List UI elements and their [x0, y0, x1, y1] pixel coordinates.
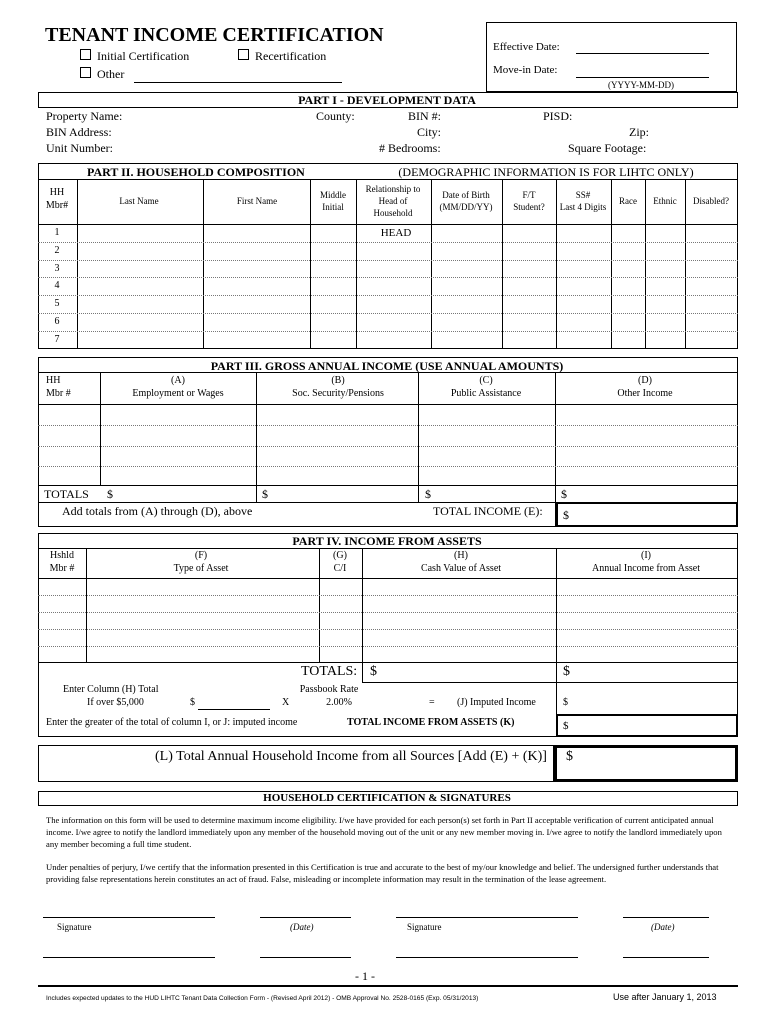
square-footage-label: Square Footage: [568, 141, 647, 155]
part2-title: PART II. HOUSEHOLD COMPOSITION [87, 165, 305, 179]
col-middle: Middle [320, 190, 346, 200]
part1-right-rule [737, 92, 738, 107]
col-ss: SS# [575, 190, 591, 200]
col-disabled: Disabled? [693, 196, 729, 206]
imputed-income-field[interactable]: $ [563, 697, 568, 708]
p2-vline-1 [77, 179, 78, 349]
city-label: City: [417, 125, 442, 139]
p3-col-c: (C) [479, 375, 493, 386]
date-label-1: (Date) [290, 922, 314, 932]
part3-title-rule [38, 372, 738, 373]
date-line-3[interactable] [260, 957, 351, 958]
col-head-of: Head of [378, 196, 408, 206]
p4-col-i: (I) [641, 550, 651, 561]
table-row: 7 [54, 334, 60, 345]
col-first-name: First Name [236, 196, 278, 206]
col-date-of-birth: Date of Birth [442, 190, 490, 200]
total-income-e-field[interactable] [556, 502, 738, 527]
head-label: HEAD [380, 227, 412, 239]
initial-certification-option[interactable] [80, 49, 189, 64]
col-mbr: Mbr# [45, 200, 69, 211]
part1-title: PART I - DEVELOPMENT DATA [298, 93, 476, 107]
date-format-hint: (YYYY-MM-DD) [608, 80, 674, 90]
total-b-field[interactable]: $ [262, 487, 268, 501]
demographic-note: (DEMOGRAPHIC INFORMATION IS FOR LIHTC ONLY) [398, 165, 694, 179]
table-row: 5 [54, 298, 60, 309]
p3-vline-1 [100, 372, 101, 485]
p3-header-rule [38, 404, 738, 405]
part3-title: PART III. GROSS ANNUAL INCOME (USE ANNUAL AMOUNTS) [210, 359, 564, 373]
other-label: Other [97, 67, 125, 81]
p3-col-d: (D) [638, 375, 652, 386]
part4-title: PART IV. INCOME FROM ASSETS [292, 534, 482, 548]
total-d-field[interactable]: $ [561, 487, 567, 501]
p4-col-mbr: Mbr # [49, 563, 75, 574]
col-student: Student? [513, 202, 545, 212]
property-name-label: Property Name: [46, 109, 123, 123]
move-in-date-label: Move-in Date: [493, 64, 558, 76]
county-label: County: [316, 109, 355, 123]
p4-row-rule-2 [38, 612, 738, 613]
p2-row-rule-1 [38, 242, 738, 243]
p3-vline-2 [256, 372, 257, 502]
p4-data-bottom-rule [38, 662, 738, 663]
p3-row-rule-2 [38, 446, 738, 447]
totals-label: TOTALS [44, 487, 89, 501]
bin-address-label: BIN Address: [46, 125, 112, 139]
effective-date-input[interactable] [576, 53, 709, 54]
col-hh: HH [49, 187, 65, 198]
recertification-option[interactable] [238, 49, 326, 64]
signature-line-2[interactable] [396, 917, 578, 918]
p4-col-f-label: Type of Asset [173, 563, 229, 574]
total-h-field[interactable]: $ [370, 664, 377, 679]
bedrooms-label: # Bedrooms: [379, 141, 441, 155]
enter-greater-label: Enter the greater of the total of column I, or J: imputed income [46, 717, 298, 728]
p2-vline-2 [203, 179, 204, 349]
total-assets-k-label: TOTAL INCOME FROM ASSETS (K) [347, 717, 515, 728]
p3-col-b: (B) [331, 375, 345, 386]
enter-column-h-label: Enter Column (H) Total [63, 684, 159, 695]
column-h-total-field[interactable]: $ [190, 697, 195, 708]
footer-rule [38, 985, 738, 987]
date-line-1[interactable] [260, 917, 351, 918]
p3-col-b-label: Soc. Security/Pensions [292, 388, 384, 399]
assets-totals-label: TOTALS: [301, 664, 358, 679]
part4-title-rule [38, 548, 738, 549]
certification-title: HOUSEHOLD CERTIFICATION & SIGNATURES [263, 792, 511, 804]
p2-row-rule-3 [38, 277, 738, 278]
p3-col-hh: HH [46, 375, 61, 386]
form-title: TENANT INCOME CERTIFICATION [45, 24, 384, 46]
total-l-label: (L) Total Annual Household Income from all Sources [Add (E) + (K)] [155, 749, 547, 764]
p4-row-rule-1 [38, 595, 738, 596]
p4-col-g: (G) [333, 550, 347, 561]
total-assets-k-field[interactable] [556, 714, 738, 737]
if-over-label: If over $5,000 [87, 697, 144, 708]
p2-vline-10 [685, 179, 686, 349]
total-assets-k-dollar: $ [563, 720, 569, 732]
total-income-e-label: TOTAL INCOME (E): [433, 504, 543, 518]
col-relationship: Relationship to [365, 184, 421, 194]
p2-vline-9 [645, 179, 646, 349]
unit-number-label: Unit Number: [46, 141, 113, 155]
p4-col-i-label: Annual Income from Asset [591, 563, 701, 574]
p2-header-rule [38, 224, 738, 225]
date-line-4[interactable] [623, 957, 709, 958]
p3-row-rule-3 [38, 466, 738, 467]
p4-vline-2 [319, 548, 320, 662]
part1-left-rule [38, 92, 39, 107]
passbook-rate-label: Passbook Rate [299, 684, 359, 695]
p4-col-g-label: C/I [333, 563, 347, 574]
p3-col-a-label: Employment or Wages [132, 388, 224, 399]
page-number: - 1 - [355, 969, 375, 983]
zip-label: Zip: [629, 125, 649, 139]
col-initial: Initial [322, 202, 344, 212]
other-input-line[interactable] [134, 82, 342, 83]
equals-sign: = [429, 697, 435, 708]
multiply-sign: X [282, 697, 290, 708]
p3-col-mbr: Mbr # [46, 388, 71, 399]
p4-row-rule-3 [38, 629, 738, 630]
p4-row-rule-4 [38, 646, 738, 647]
date-label-2: (Date) [651, 922, 675, 932]
p4-col-hshld: Hshld [50, 550, 74, 561]
passbook-rate-value: 2.00% [326, 697, 352, 708]
p4-vline-1 [86, 548, 87, 662]
p4-header-rule [38, 578, 738, 579]
effective-date-label: Effective Date: [493, 41, 560, 53]
other-checkbox[interactable] [80, 67, 91, 78]
table-row: 4 [54, 280, 60, 291]
column-h-total-line[interactable] [198, 709, 270, 710]
p2-row-rule-5 [38, 313, 738, 314]
p4-col-f: (F) [194, 550, 208, 561]
p3-col-a: (A) [171, 375, 185, 386]
certification-paragraph-1: The information on this form will be used to determine maximum income eligibility. I/we have provided for each person(s) set forth in Part II acceptable verification of current anticipated annual income. I/we agree to notify the landlord immediately upon any member of the household moving out of the unit or any new member moving in. I/we agree to notify the landlord immediately upon any member becoming a full time student. [46, 815, 722, 849]
total-income-e-dollar: $ [563, 508, 569, 522]
col-ethnic: Ethnic [653, 196, 677, 206]
table-row: 1 [54, 227, 60, 238]
p2-vline-7 [556, 179, 557, 349]
date-line-2[interactable] [623, 917, 709, 918]
signature-line-4[interactable] [396, 957, 578, 958]
p2-row-rule-4 [38, 295, 738, 296]
p2-row-rule-2 [38, 260, 738, 261]
p2-vline-8 [611, 179, 612, 349]
p4-totals-rule [362, 682, 738, 683]
p3-row-rule-1 [38, 425, 738, 426]
p3-bottom-rule [38, 502, 556, 503]
move-in-date-input[interactable] [576, 77, 709, 78]
p3-col-c-label: Public Assistance [450, 388, 522, 399]
col-race: Race [619, 196, 637, 206]
col-household: Household [373, 208, 413, 218]
p2-row-rule-6 [38, 331, 738, 332]
p3-totals-rule [38, 485, 738, 486]
bin-number-label: BIN #: [408, 109, 441, 123]
initial-certification-label: Initial Certification [97, 49, 190, 63]
signature-line-1[interactable] [43, 917, 215, 918]
recertification-label: Recertification [255, 49, 327, 63]
p2-vline-5 [431, 179, 432, 349]
part1-title-rule [38, 107, 738, 108]
p4-col-h: (H) [454, 550, 468, 561]
p3-col-d-label: Other Income [617, 388, 673, 399]
p3-vline-3 [418, 372, 419, 502]
imputed-income-label: (J) Imputed Income [457, 697, 536, 708]
signature-label-1: Signature [57, 922, 92, 932]
other-option[interactable] [80, 67, 124, 82]
p4-vline-4 [556, 548, 557, 737]
col-ft: F/T [522, 190, 536, 200]
col-last-name: Last Name [119, 196, 159, 206]
col-dob-format: (MM/DD/YY) [439, 202, 493, 212]
table-row: 6 [54, 316, 60, 327]
total-l-dollar: $ [566, 749, 573, 764]
pisd-label: PISD: [543, 109, 573, 123]
use-after-note: Use after January 1, 2013 [613, 992, 717, 1002]
total-i-field[interactable]: $ [563, 664, 570, 679]
p4-col-h-label: Cash Value of Asset [420, 563, 502, 574]
footer-note: Includes expected updates to the HUD LIHTC Tenant Data Collection Form - (Revised April 2012) - OMB Approval No. 2528-0165 (Exp. 05/31/2013) [46, 995, 479, 1002]
total-c-field[interactable]: $ [425, 487, 431, 501]
col-ss-digits: Last 4 Digits [559, 202, 607, 212]
table-row: 3 [54, 263, 60, 274]
certification-paragraph-2: Under penalties of perjury, I/we certify that the information presented in this Certification is true and accurate to the best of my/our knowledge and belief. The undersigned further understands that providing false representations herein constitutes an act of fraud. False, misleading or incomplete information may result in the termination of the lease agreement. [46, 862, 719, 884]
p2-vline-3 [310, 179, 311, 349]
recertification-checkbox[interactable] [238, 49, 249, 60]
signature-label-2: Signature [407, 922, 442, 932]
total-l-field[interactable] [554, 745, 738, 782]
total-a-field[interactable]: $ [107, 487, 113, 501]
signature-line-3[interactable] [43, 957, 215, 958]
initial-certification-checkbox[interactable] [80, 49, 91, 60]
table-row: 2 [54, 245, 60, 256]
p2-vline-4 [356, 179, 357, 349]
p2-vline-6 [502, 179, 503, 349]
add-totals-note: Add totals from (A) through (D), above [62, 504, 253, 518]
